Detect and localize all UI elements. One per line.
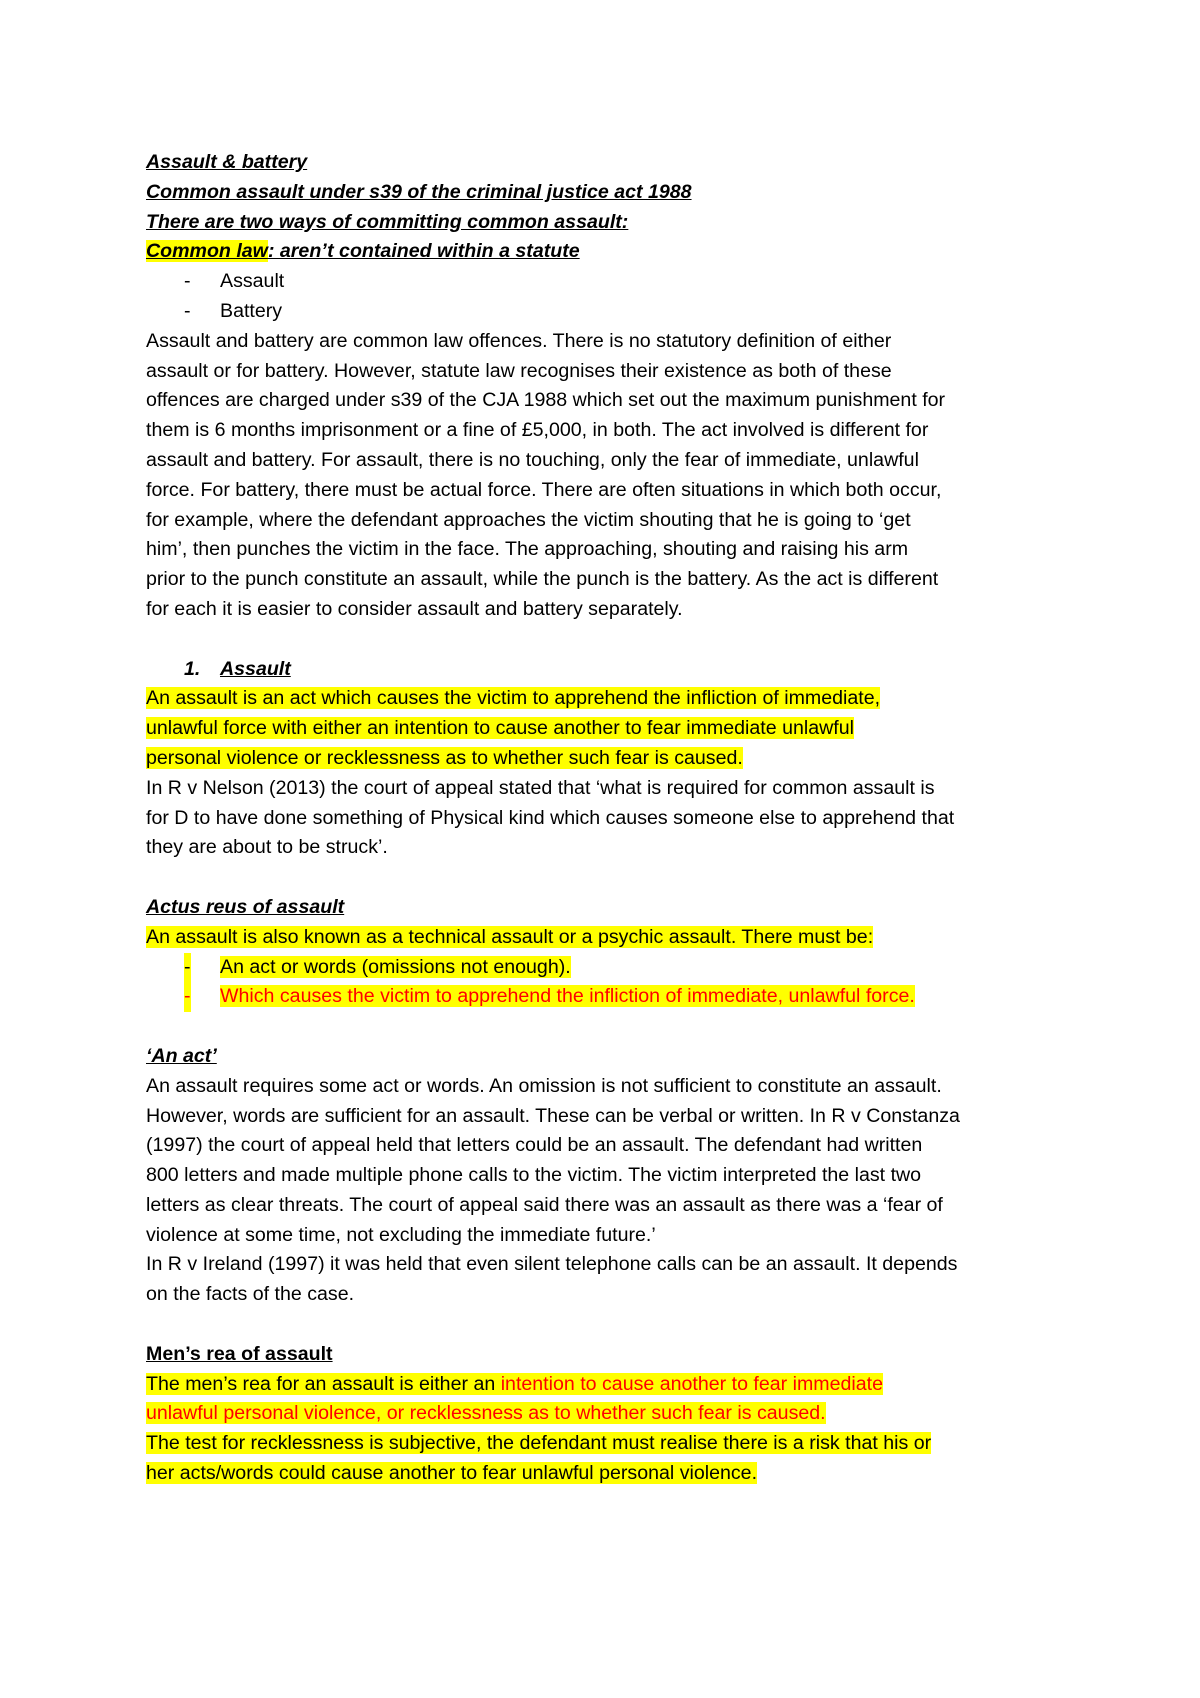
bullet-dash: - xyxy=(184,982,191,1012)
paragraph-line: for each it is easier to consider assault and battery separately. xyxy=(146,597,683,620)
nelson-line: they are about to be struck’. xyxy=(146,836,388,859)
common-law-highlight: Common law xyxy=(146,240,268,263)
highlight-text: The men’s rea for an assault is either an xyxy=(146,1372,501,1395)
paragraph-line: prior to the punch constitute an assault, while the punch is the battery. As the act is different xyxy=(146,568,939,591)
paragraph-line: letters as clear threats. The court of appeal said there was an assault as there was a ‘fear of xyxy=(146,1193,943,1216)
paragraph-line: In R v Ireland (1997) it was held that even silent telephone calls can be an assault. It depends xyxy=(146,1253,958,1276)
paragraph-line: on the facts of the case. xyxy=(146,1283,355,1306)
section-label: Assault xyxy=(220,657,291,680)
bullet-dash: - xyxy=(184,299,191,322)
common-law-rest: : aren’t contained within a statute xyxy=(267,240,580,263)
doc-subtitle: Common assault under s39 of the criminal justice act 1988 xyxy=(146,180,692,203)
list-item-text: An act or words (omissions not enough). xyxy=(220,955,571,978)
list-item xyxy=(146,953,1080,983)
paragraph-line: violence at some time, not excluding the immediate future.’ xyxy=(146,1223,656,1246)
highlight-line xyxy=(146,1429,1080,1459)
paragraph-line: However, words are sufficient for an assault. These can be verbal or written. In R v Constanza xyxy=(146,1104,960,1127)
highlight-line xyxy=(146,1399,1080,1429)
actus-reus-heading: Actus reus of assault xyxy=(146,895,345,918)
list-item xyxy=(146,297,1080,327)
bullet-dash: - xyxy=(184,953,191,983)
nelson-line: for D to have done something of Physical kind which causes someone else to apprehend that xyxy=(146,806,955,829)
paragraph-line: offences are charged under s39 of the CJA 1988 which set out the maximum punishment for xyxy=(146,389,946,412)
highlight-line xyxy=(146,923,1080,953)
highlight-line xyxy=(146,1370,1080,1400)
highlight-line xyxy=(146,1459,1080,1489)
list-item xyxy=(146,267,1080,297)
list-item-text: Assault xyxy=(220,270,285,293)
section-assault-heading xyxy=(146,655,1080,685)
highlight-text: The test for recklessness is subjective, the defendant must realise there is a risk that his or xyxy=(146,1432,932,1455)
bullet-dash: - xyxy=(184,270,191,293)
highlight-red-text: unlawful personal violence, or recklessness as to whether such fear is caused. xyxy=(146,1402,826,1425)
paragraph-line: (1997) the court of appeal held that letters could be an assault. The defendant had written xyxy=(146,1134,923,1157)
highlight-line xyxy=(146,684,1080,714)
list-item-text: Battery xyxy=(220,299,283,322)
intro-paragraph xyxy=(146,327,1080,625)
highlight-red-text: intention to cause another to fear immediate xyxy=(500,1372,883,1395)
list-item-text: Which causes the victim to apprehend the infliction of immediate, unlawful force. xyxy=(220,985,915,1008)
doc-title: Assault & battery xyxy=(146,151,308,173)
paragraph-line: An assault requires some act or words. An omission is not sufficient to constitute an assault. xyxy=(146,1074,942,1097)
paragraph-line: force. For battery, there must be actual force. There are often situations in which both occur, xyxy=(146,478,942,501)
paragraph-line: Assault and battery are common law offences. There is no statutory definition of either xyxy=(146,329,892,352)
an-act-heading: ‘An act’ xyxy=(146,1044,217,1067)
highlight-text: unlawful force with either an intention to cause another to fear immediate unlawful xyxy=(146,717,854,740)
nelson-line: In R v Nelson (2013) the court of appeal stated that ‘what is required for common assault is xyxy=(146,776,935,799)
paragraph-line: him’, then punches the victim in the face. The approaching, shouting and raising his arm xyxy=(146,538,909,561)
list-item xyxy=(146,982,1080,1012)
paragraph-line: assault or for battery. However, statute law recognises their existence as both of these xyxy=(146,359,892,382)
highlight-line xyxy=(146,744,1080,774)
highlight-text: An assault is an act which causes the victim to apprehend the infliction of immediate, xyxy=(146,687,881,710)
paragraph-line: for example, where the defendant approaches the victim shouting that he is going to ‘get xyxy=(146,508,911,531)
highlight-text: her acts/words could cause another to fear unlawful personal violence. xyxy=(146,1462,758,1485)
highlight-text: An assault is also known as a technical assault or a psychic assault. There must be: xyxy=(146,925,874,948)
paragraph-line: them is 6 months imprisonment or a fine of £5,000, in both. The act involved is different for xyxy=(146,419,929,442)
highlight-line xyxy=(146,714,1080,744)
mens-rea-heading: Men’s rea of assault xyxy=(146,1342,333,1365)
two-ways-heading: There are two ways of committing common assault: xyxy=(146,210,629,233)
section-number: 1. xyxy=(184,657,201,680)
highlight-text: personal violence or recklessness as to whether such fear is caused. xyxy=(146,746,743,769)
paragraph-line: 800 letters and made multiple phone calls to the victim. The victim interpreted the last two xyxy=(146,1164,922,1187)
common-law-heading xyxy=(146,237,1080,267)
paragraph-line: assault and battery. For assault, there is no touching, only the fear of immediate, unlawful xyxy=(146,448,919,471)
